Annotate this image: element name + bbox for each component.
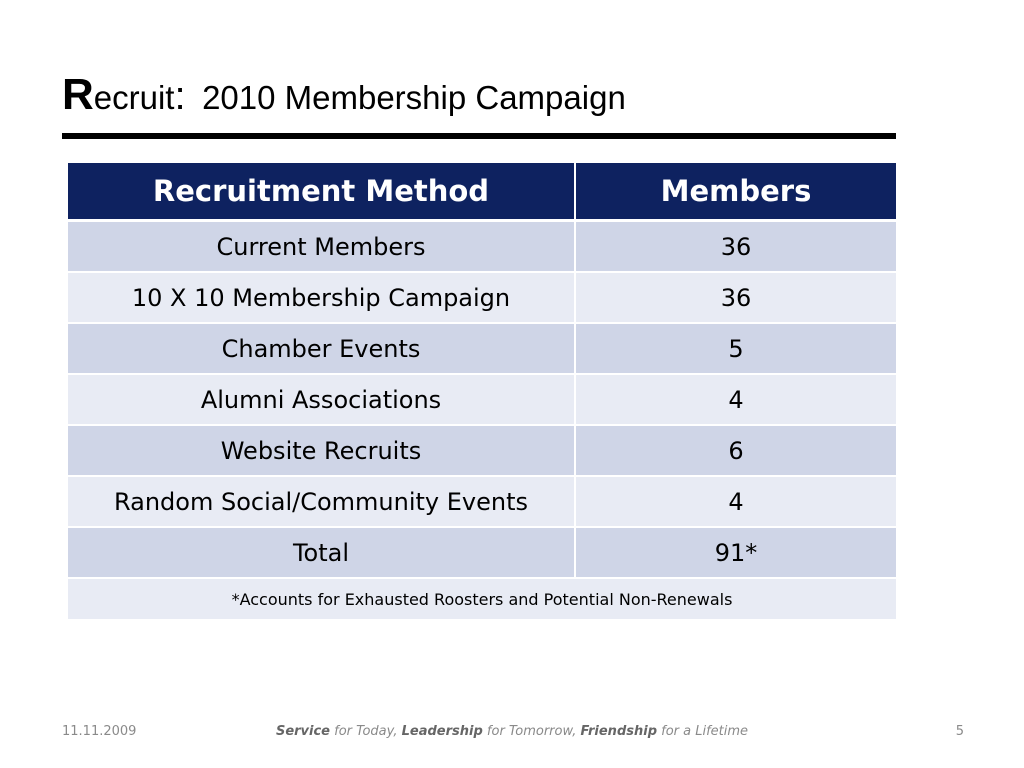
table-row (68, 272, 896, 323)
footer-tagline (0, 724, 1024, 739)
header-members: Members (575, 163, 896, 221)
tagline-text: for Tomorrow, (482, 724, 581, 739)
table-header-row (68, 163, 896, 221)
members-cell: 4 (575, 476, 896, 527)
members-cell: 36 (575, 272, 896, 323)
table-row (68, 425, 896, 476)
members-cell: 36 (575, 221, 896, 273)
page-number: 5 (955, 724, 964, 739)
method-cell: Current Members (68, 221, 575, 273)
tagline-friendship: Friendship (580, 724, 657, 739)
recruitment-table (68, 163, 896, 621)
members-cell: 5 (575, 323, 896, 374)
title-initial: R (62, 70, 94, 119)
total-label-cell: Total (68, 527, 575, 578)
table-footnote-row (68, 578, 896, 620)
footer-date: 11.11.2009 (62, 724, 137, 739)
method-cell: 10 X 10 Membership Campaign (68, 272, 575, 323)
title-rest: ecruit (93, 79, 175, 116)
method-cell: Chamber Events (68, 323, 575, 374)
table-row (68, 221, 896, 273)
title-divider (62, 133, 896, 139)
tagline-service: Service (275, 724, 330, 739)
table-row (68, 323, 896, 374)
members-cell: 4 (575, 374, 896, 425)
title-colon: : (174, 74, 186, 118)
tagline-text: for a Lifetime (657, 724, 749, 739)
header-method: Recruitment Method (68, 163, 575, 221)
method-cell: Random Social/Community Events (68, 476, 575, 527)
table-row (68, 374, 896, 425)
footnote-cell: *Accounts for Exhausted Roosters and Potential Non-Renewals (68, 578, 896, 620)
method-cell: Website Recruits (68, 425, 575, 476)
tagline-leadership: Leadership (401, 724, 483, 739)
slide-title (62, 70, 626, 120)
members-cell: 6 (575, 425, 896, 476)
table-row (68, 476, 896, 527)
table-total-row (68, 527, 896, 578)
title-subtitle: 2010 Membership Campaign (202, 79, 626, 116)
total-value-cell: 91* (575, 527, 896, 578)
tagline-text: for Today, (330, 724, 402, 739)
method-cell: Alumni Associations (68, 374, 575, 425)
